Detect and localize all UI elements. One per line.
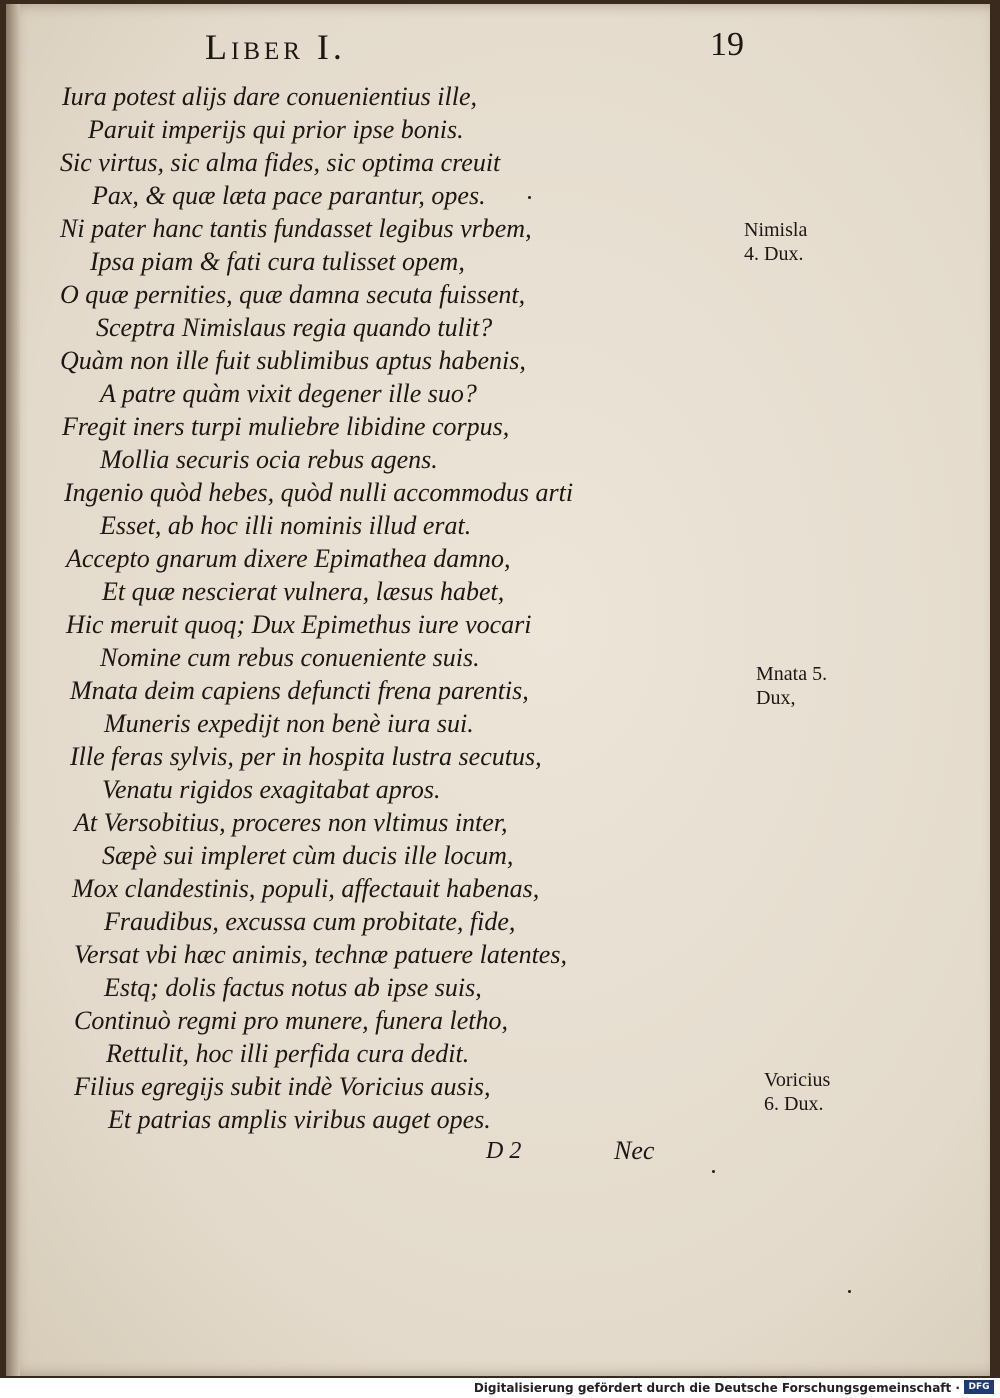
verse-line: Mnata deim capiens defuncti frena parentis, — [70, 676, 529, 705]
verse-line: Ille feras sylvis, per in hospita lustra secutus, — [70, 742, 542, 771]
verse-line: Iura potest alijs dare conuenientius ille, — [62, 82, 477, 111]
verse-line: A patre quàm vixit degener ille suo? — [100, 379, 477, 408]
verse-line: Mollia securis ocia rebus agens. — [100, 445, 438, 474]
printer-signature: D 2 — [486, 1138, 522, 1164]
margin-note-line: Voricius — [764, 1069, 831, 1091]
margin-note — [756, 662, 827, 710]
ink-speck — [848, 1290, 851, 1293]
verse-line: Muneris expedijt non benè iura sui. — [104, 709, 474, 738]
verse-line: Filius egregijs subit indè Voricius ausis, — [74, 1072, 491, 1101]
margin-note-line: Mnata 5. — [756, 663, 828, 685]
verse-line: Quàm non ille fuit sublimibus aptus habenis, — [60, 346, 526, 375]
verse-line: Hic meruit quoq; Dux Epimethus iure vocari — [66, 610, 532, 639]
verse-line: Accepto gnarum dixere Epimathea damno, — [66, 544, 511, 573]
margin-note-line: 4. Dux. — [744, 243, 804, 265]
verse-line: Ingenio quòd hebes, quòd nulli accommodus arti — [64, 478, 574, 507]
funding-credit: Digitalisierung gefördert durch die Deutsche Forschungsgemeinschaft · — [473, 1381, 960, 1395]
dfg-logo-icon: DFG — [964, 1380, 994, 1394]
catchword: Nec — [614, 1136, 655, 1165]
verse-line: O quæ pernities, quæ damna secuta fuissent, — [60, 280, 526, 309]
verse-line: Ni pater hanc tantis fundasset legibus vrbem, — [60, 214, 532, 243]
margin-note-line: 6. Dux. — [764, 1093, 824, 1115]
verse-line: Sic virtus, sic alma fides, sic optima creuit — [60, 148, 501, 177]
verse-line: Et quæ nescierat vulnera, læsus habet, — [102, 577, 505, 606]
margin-note — [764, 1068, 830, 1116]
verse-line: Ipsa piam & fati cura tulisset opem, — [90, 247, 465, 276]
verse-line: Mox clandestinis, populi, affectauit habenas, — [72, 874, 540, 903]
verse-line: Continuò regmi pro munere, funera letho, — [74, 1006, 509, 1035]
verse-line: Esset, ab hoc illi nominis illud erat. — [100, 511, 472, 540]
verse-line: Pax, & quæ læta pace parantur, opes. — [92, 181, 486, 210]
page-number: 19 — [710, 26, 744, 63]
verse-line: Sceptra Nimislaus regia quando tulit? — [96, 313, 493, 342]
verse-line: Et patrias amplis viribus auget opes. — [108, 1105, 491, 1134]
verse-line: Estq; dolis factus notus ab ipse suis, — [104, 973, 482, 1002]
margin-note — [744, 218, 807, 266]
verse-line: Nomine cum rebus conueniente suis. — [100, 643, 480, 672]
verse-line: Fraudibus, excussa cum probitate, fide, — [104, 907, 516, 936]
verse-line: Venatu rigidos exagitabat apros. — [102, 775, 441, 804]
ink-speck — [528, 196, 531, 199]
verse-line: Versat vbi hæc animis, technæ patuere latentes, — [74, 940, 567, 969]
page-gutter — [6, 4, 20, 1376]
verse-line: Fregit iners turpi muliebre libidine corpus, — [62, 412, 510, 441]
verse-line: Sæpè sui impleret cùm ducis ille locum, — [102, 841, 514, 870]
margin-note-line: Dux, — [756, 687, 796, 709]
verse-line: Rettulit, hoc illi perfida cura dedit. — [106, 1039, 470, 1068]
margin-note-line: Nimisla — [744, 219, 808, 241]
ink-speck — [712, 1170, 715, 1173]
verse-line: Paruit imperijs qui prior ipse bonis. — [88, 115, 464, 144]
verse-line: At Versobitius, proceres non vltimus inter, — [74, 808, 508, 837]
running-head-title: Liber I. — [205, 27, 346, 67]
